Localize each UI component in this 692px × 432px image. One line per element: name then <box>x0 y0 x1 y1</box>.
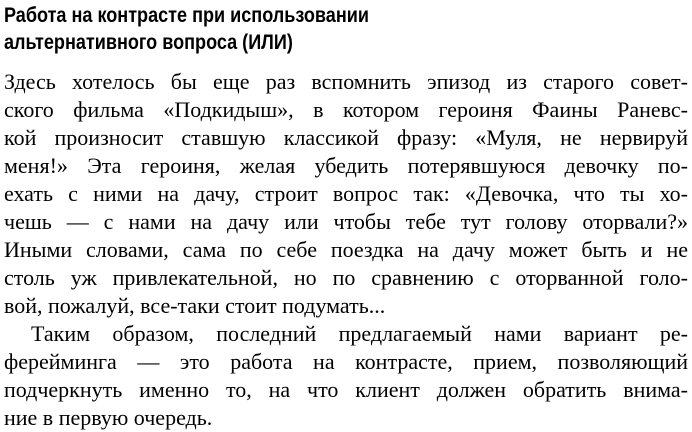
text-line: Таким образом, последний предлагаемый нами вариант ре- <box>31 321 688 346</box>
text-line: ехать с ними на дачу, строит вопрос так: «Девочка, что ты хо- <box>4 181 688 206</box>
text-line: Иными словами, сама по себе поездка на дачу может быть и не <box>4 237 688 262</box>
text-line: вой, пожалуй, все-таки стоит подумать... <box>4 293 386 318</box>
section-heading-line-2: альтернативного вопроса (ИЛИ) <box>4 31 293 54</box>
text-line: ского фильма «Подкидыш», в котором героиня Фаины Раневс- <box>4 97 688 122</box>
body-text <box>4 68 688 432</box>
section-heading-line-1: Работа на контрасте при использовании <box>4 4 369 27</box>
section-heading <box>4 2 688 56</box>
text-line: кой произносит ставшую классикой фразу: «Муля, не нервируй <box>4 125 688 150</box>
text-line: подчеркнуть именно то, на что клиент должен обратить внима- <box>4 377 688 402</box>
text-line: ние в первую очередь. <box>4 405 213 430</box>
text-line: меня!» Эта героиня, желая убедить потерявшуюся девочку по- <box>4 153 688 178</box>
text-line: чешь — с нами на дачу или чтобы тебе тут голову оторвали?» <box>4 209 688 234</box>
text-line: столь уж привлекательной, но по сравнению с оторванной голо- <box>4 265 688 290</box>
paragraph-1 <box>4 68 688 320</box>
text-line: ферейминга — это работа на контрасте, прием, позволяющий <box>4 349 688 374</box>
text-line: Здесь хотелось бы еще раз вспомнить эпизод из старого совет- <box>4 69 688 94</box>
paragraph-2 <box>4 320 688 432</box>
